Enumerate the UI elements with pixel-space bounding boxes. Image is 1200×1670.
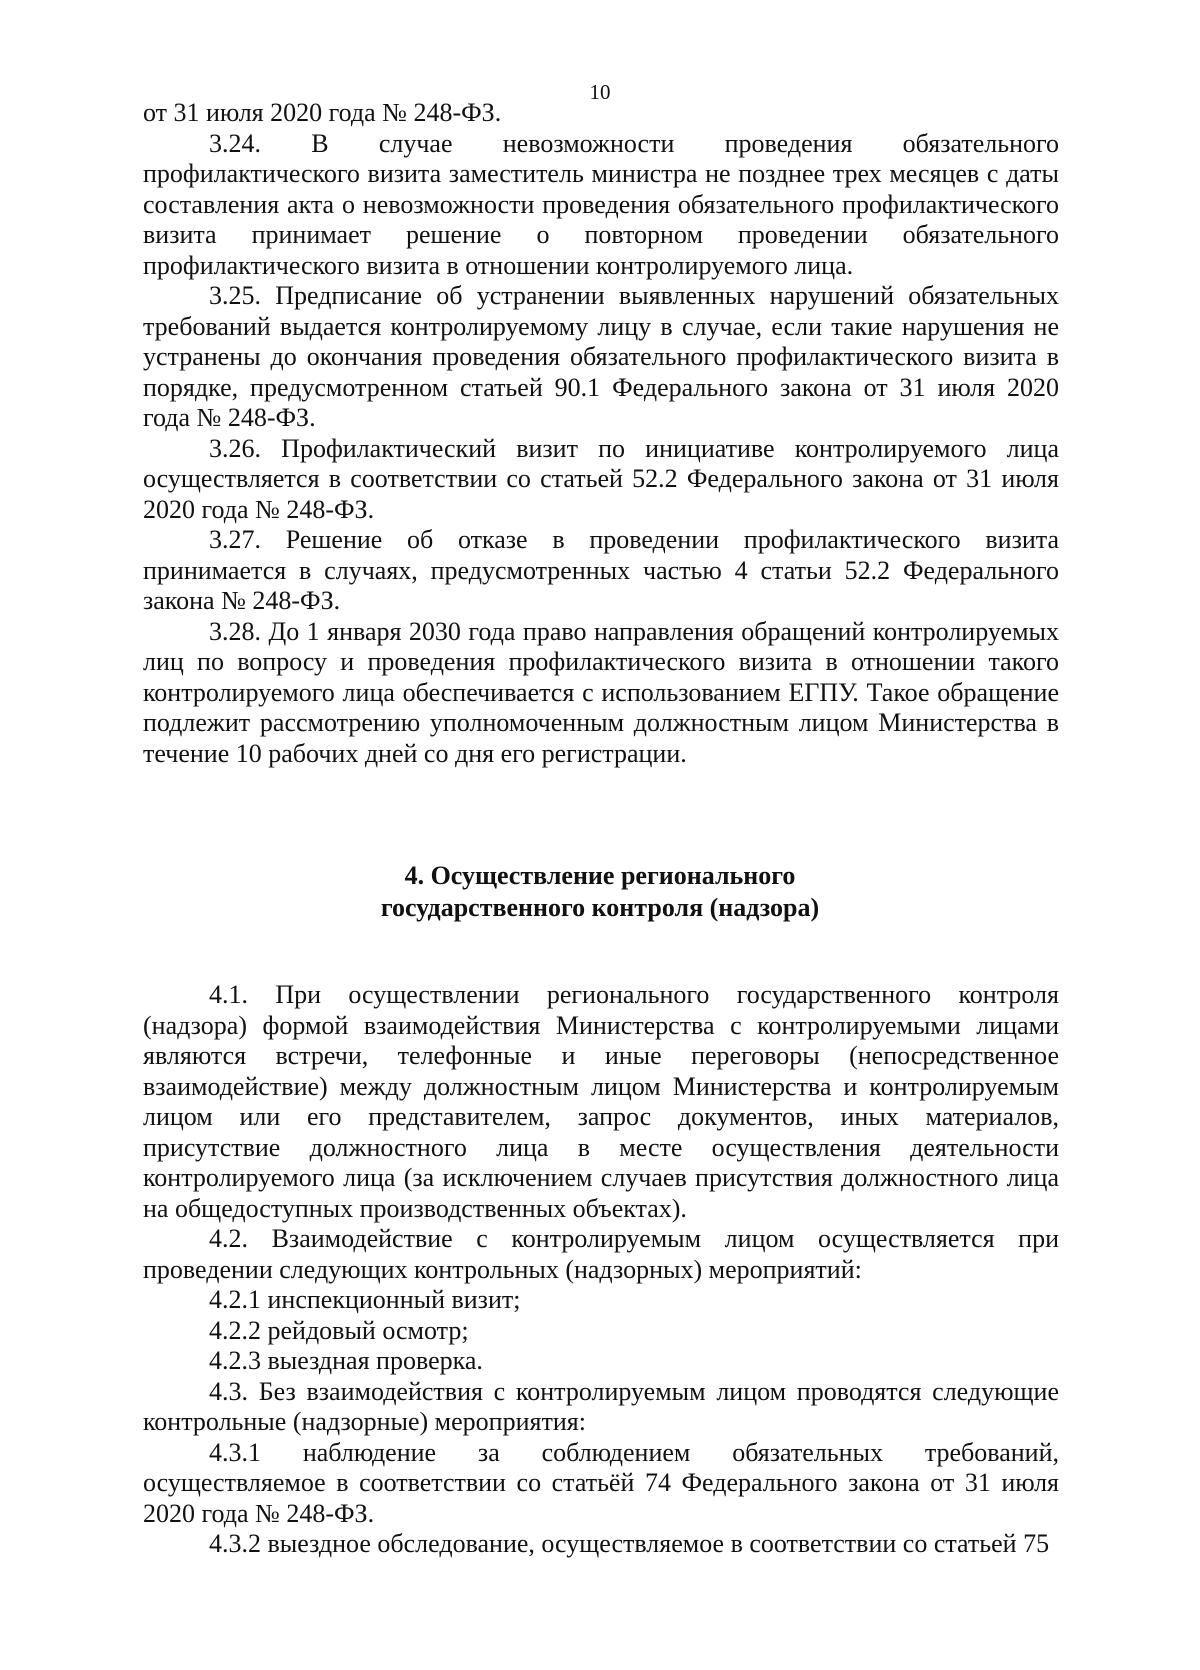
paragraph-3-25: 3.25. Предписание об устранении выявленных нарушений обязательных требований выдается контролируемому лицу в случае, если такие нарушения не устранены до окончания проведения обязательного профилактического визита в порядке, предусмотренном статьей 90.1 Федерального закона от 31 июля 2020 года № 248-ФЗ. xyxy=(143,281,1059,432)
paragraph-4-3-2: 4.3.2 выездное обследование, осуществляемое в соответствии со статьей 75 xyxy=(209,1529,1050,1558)
paragraph-3-27: 3.27. Решение об отказе в проведении профилактического визита принимается в случаях, предусмотренных частью 4 статьи 52.2 Федерального закона № 248-ФЗ. xyxy=(143,525,1059,615)
section-heading-line-2: государственного контроля (надзора) xyxy=(380,893,820,922)
paragraph-4-2: 4.2. Взаимодействие с контролируемым лицом осуществляется при проведении следующих контрольных (надзорных) мероприятий: xyxy=(143,1224,1059,1284)
paragraph-3-24: 3.24. В случае невозможности проведения обязательного профилактического визита заместитель министра не позднее трех месяцев с даты составления акта о невозможности проведения обязательного профилактического визита принимает решение о повторном проведении обязательного профилактического визита в отношении контролируемого лица. xyxy=(143,128,1059,280)
section-heading xyxy=(0,860,1200,924)
paragraph-4-1: 4.1. При осуществлении регионального государственного контроля (надзора) формой взаимодействия Министерства с контролируемыми лицами являются встречи, телефонные и иные переговоры (непосредственное взаимодействие) между должностным лицом Министерства и контролируемым лицом или его представителем, запрос документов, иных материалов, присутствие должностного лица в месте осуществления деятельности контролируемого лица (за исключением случаев присутствия должностного лица на общедоступных производственных объектах). xyxy=(143,980,1059,1223)
bottom-text-block xyxy=(143,980,1059,1560)
paragraph-3-26: 3.26. Профилактический визит по инициативе контролируемого лица осуществляется в соответствии со статьей 52.2 Федерального закона от 31 июля 2020 года № 248-ФЗ. xyxy=(143,433,1059,524)
paragraph-3-28: 3.28. До 1 января 2030 года право направления обращений контролируемых лиц по вопросу и проведения профилактического визита в отношении такого контролируемого лица обеспечивается с использованием ЕГПУ. Такое обращение подлежит рассмотрению уполномоченным должностным лицом Министерства в течение 10 рабочих дней со дня его регистрации. xyxy=(143,616,1059,768)
list-item-4-2-1: 4.2.1 инспекционный визит; xyxy=(209,1285,521,1314)
list-item-4-2-3: 4.2.3 выездная проверка. xyxy=(209,1346,483,1375)
section-heading-line-1: 4. Осуществление регионального xyxy=(404,861,796,890)
paragraph-4-3-1: 4.3.1 наблюдение за соблюдением обязательных требований, осуществляемое в соответствии со статьёй 74 Федерального закона от 31 июля 2020 года № 248-ФЗ. xyxy=(143,1437,1059,1528)
top-text-block xyxy=(143,98,1059,769)
list-item-4-2-2: 4.2.2 рейдовый осмотр; xyxy=(209,1315,469,1345)
paragraph-4-3: 4.3. Без взаимодействия с контролируемым лицом проводятся следующие контрольные (надзорные) мероприятия: xyxy=(143,1376,1059,1436)
paragraph-continuation: от 31 июля 2020 года № 248-ФЗ. xyxy=(143,98,502,127)
page-number: 10 xyxy=(589,80,611,104)
